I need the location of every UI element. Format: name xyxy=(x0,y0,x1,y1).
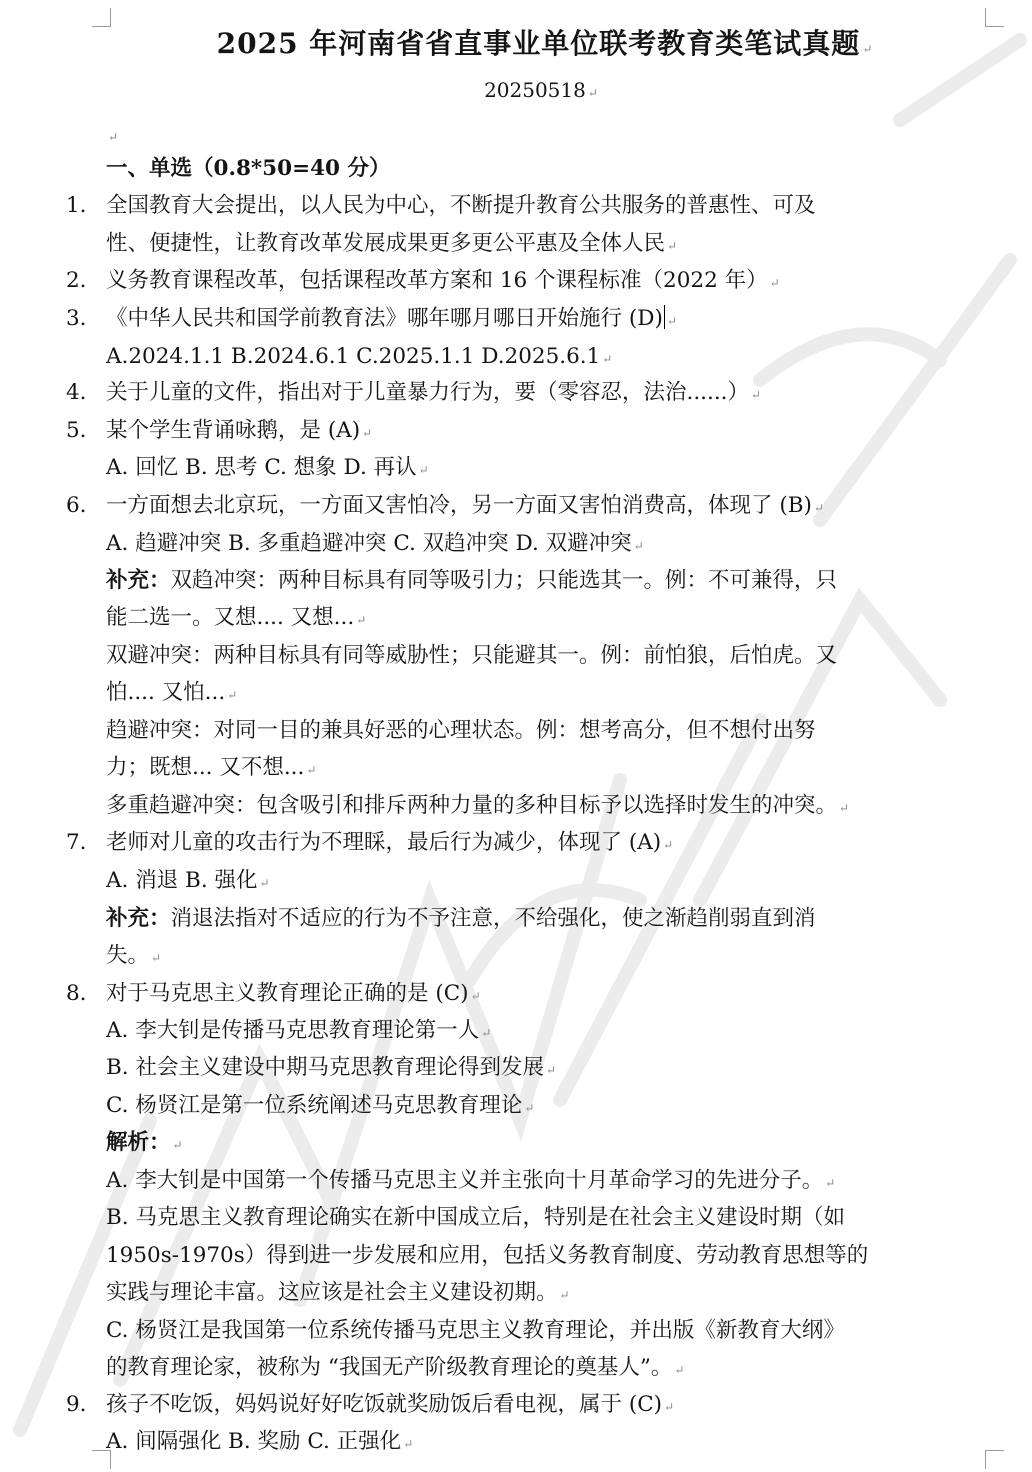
question-8-analysis: 实践与理论丰富。这应该是社会主义建设初期。 ↵ xyxy=(106,1280,570,1305)
empty-paragraph: ↵ xyxy=(108,130,119,144)
question-7-supplement: 失。 ↵ xyxy=(106,943,162,968)
question-3: 3. 《中华人民共和国学前教育法》哪年哪月哪日开始施行 (D) ↵ xyxy=(66,306,677,331)
text-cursor xyxy=(664,305,665,329)
question-1: 1. 全国教育大会提出，以人民为中心，不断提升教育公共服务的普惠性、可及 xyxy=(66,193,816,218)
question-1-cont: 性、便捷性，让教育改革发展成果更多更公平惠及全体人民 ↵ xyxy=(106,231,678,256)
question-9-options: A. 间隔强化 B. 奖励 C. 正强化 ↵ xyxy=(106,1429,414,1454)
question-6-supplement: 双避冲突：两种目标具有同等威胁性；只能避其一。例：前怕狼，后怕虎。又 xyxy=(106,643,838,668)
question-5: 5. 某个学生背诵咏鹅，是 (A) ↵ xyxy=(66,418,373,443)
question-6-supplement: 趋避冲突：对同一目的兼具好恶的心理状态。例：想考高分，但不想付出努 xyxy=(106,718,816,743)
question-8-analysis: 1950s-1970s）得到进一步发展和应用，包括义务教育制度、劳动教育思想等的 xyxy=(106,1243,869,1268)
document-title: 2025 年河南省省直事业单位联考教育类笔试真题 ↵ xyxy=(216,27,874,60)
question-8-option-b: B. 社会主义建设中期马克思教育理论得到发展 ↵ xyxy=(106,1055,557,1080)
question-5-options: A. 回忆 B. 思考 C. 想象 D. 再认 ↵ xyxy=(106,455,429,480)
question-8-analysis: B. 马克思主义教育理论确实在新中国成立后，特别是在社会主义建设时期（如 xyxy=(106,1205,845,1230)
question-6-supplement: 补充：双趋冲突：两种目标具有同等吸引力；只能选其一。例：不可兼得，只 xyxy=(106,568,838,593)
question-6-options: A. 趋避冲突 B. 多重趋避冲突 C. 双趋冲突 D. 双避冲突 ↵ xyxy=(106,531,644,556)
question-3-options: A.2024.1.1 B.2024.6.1 C.2025.1.1 D.2025.6.1 ↵ xyxy=(106,344,613,369)
question-4: 4. 关于儿童的文件，指出对于儿童暴力行为，要（零容忍，法治......） ↵ xyxy=(66,380,762,405)
question-7-supplement: 补充：消退法指对不适应的行为不予注意，不给强化，使之渐趋削弱直到消 xyxy=(106,906,816,931)
section-heading: 一、单选（0.8*50=40 分） xyxy=(106,156,391,181)
question-8: 8. 对于马克思主义教育理论正确的是 (C) ↵ xyxy=(66,981,481,1006)
question-8-analysis-label: 解析： ↵ xyxy=(106,1130,183,1155)
question-8-option-a: A. 李大钊是传播马克思教育理论第一人 ↵ xyxy=(106,1018,492,1043)
question-6-supplement: 能二选一。又想.... 又想... ↵ xyxy=(106,605,367,630)
question-6-supplement: 力；既想... 又不想... ↵ xyxy=(106,755,317,780)
question-9: 9. 孩子不吃饭，妈妈说好好吃饭就奖励饭后看电视，属于 (C) ↵ xyxy=(66,1392,675,1417)
question-8-analysis: A. 李大钊是中国第一个传播马克思主义并主张向十月革命学习的先进分子。 ↵ xyxy=(106,1168,836,1193)
question-6: 6. 一方面想去北京玩，一方面又害怕冷，另一方面又害怕消费高，体现了 (B) ↵ xyxy=(66,493,824,518)
question-2: 2. 义务教育课程改革，包括课程改革方案和 16 个课程标准（2022 年） ↵ xyxy=(66,268,780,293)
question-6-supplement: 多重趋避冲突：包含吸引和排斥两种力量的多种目标予以选择时发生的冲突。 ↵ xyxy=(106,793,850,818)
question-7: 7. 老师对儿童的攻击行为不理睬，最后行为减少，体现了 (A) ↵ xyxy=(66,830,674,855)
document-date: 20250518 ↵ xyxy=(484,78,598,102)
question-7-options: A. 消退 B. 强化 ↵ xyxy=(106,868,270,893)
question-8-analysis: 的教育理论家，被称为 “我国无产阶级教育理论的奠基人”。 ↵ xyxy=(106,1355,685,1380)
question-8-analysis: C. 杨贤江是我国第一位系统传播马克思主义教育理论，并出版《新教育大纲》 xyxy=(106,1318,845,1343)
question-6-supplement: 怕.... 又怕... ↵ xyxy=(106,680,238,705)
question-8-option-c: C. 杨贤江是第一位系统阐述马克思教育理论 ↵ xyxy=(106,1093,535,1118)
